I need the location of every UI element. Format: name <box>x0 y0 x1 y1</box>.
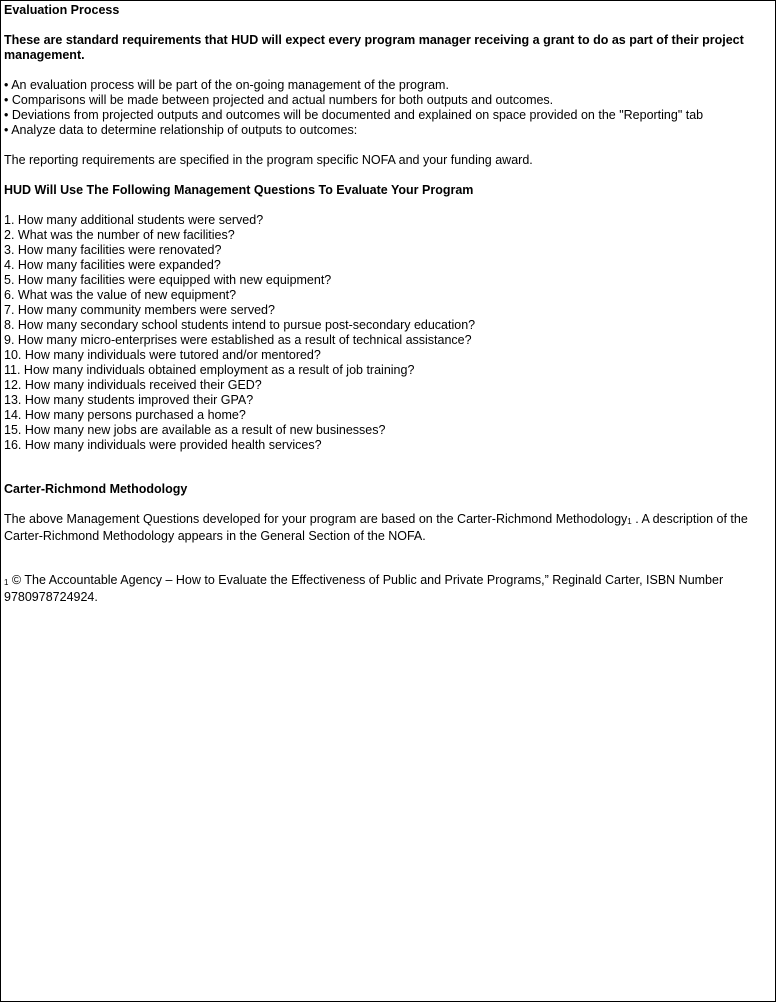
list-item: • Analyze data to determine relationship of outputs to outcomes: <box>4 123 358 137</box>
question-item: 11. How many individuals obtained employment as a result of job training? <box>4 363 415 377</box>
intro-statement: These are standard requirements that HUD will expect every program manager receiving a grant to do as part of their project management. <box>4 33 744 62</box>
footnote-text: © The Accountable Agency – How to Evaluate the Effectiveness of Public and Private Programs,” Reginald Carter, ISBN Number 9780978724924. <box>4 573 724 604</box>
reporting-note: The reporting requirements are specified in the program specific NOFA and your funding award. <box>4 153 533 167</box>
question-item: 15. How many new jobs are available as a result of new businesses? <box>4 423 386 437</box>
question-item: 6. What was the value of new equipment? <box>4 288 237 302</box>
question-item: 8. How many secondary school students intend to pursue post-secondary education? <box>4 318 476 332</box>
bullet-icon: • <box>4 123 9 137</box>
footnote-reference: 1 <box>627 517 632 526</box>
question-item: 13. How many students improved their GPA? <box>4 393 254 407</box>
document-content <box>1 1 775 605</box>
methodology-heading: Carter-Richmond Methodology <box>4 482 188 496</box>
methodology-paragraph: The above Management Questions developed for your program are based on the Carter-Richmond Methodology1 . A description of the Carter-Richmond Methodology appears in the General Section of the NOFA. <box>4 512 748 543</box>
question-item: 10. How many individuals were tutored and/or mentored? <box>4 348 321 362</box>
bullet-icon: • <box>4 108 9 122</box>
bullet-icon: • <box>4 93 9 107</box>
question-item: 7. How many community members were served? <box>4 303 275 317</box>
footnote-number: 1 <box>4 578 9 587</box>
question-item: 14. How many persons purchased a home? <box>4 408 246 422</box>
question-item: 12. How many individuals received their GED? <box>4 378 262 392</box>
page-title: Evaluation Process <box>4 3 120 17</box>
question-item: 16. How many individuals were provided health services? <box>4 438 322 452</box>
list-item: • Comparisons will be made between projected and actual numbers for both outputs and outcomes. <box>4 93 554 107</box>
requirements-list <box>4 78 772 138</box>
footnote <box>4 573 772 605</box>
question-item: 4. How many facilities were expanded? <box>4 258 221 272</box>
question-item: 3. How many facilities were renovated? <box>4 243 222 257</box>
questions-heading: HUD Will Use The Following Management Questions To Evaluate Your Program <box>4 183 474 197</box>
list-item: • An evaluation process will be part of the on-going management of the program. <box>4 78 449 92</box>
question-item: 1. How many additional students were served? <box>4 213 264 227</box>
list-item: • Deviations from projected outputs and outcomes will be documented and explained on space provided on the "Reporting" tab <box>4 108 704 122</box>
question-item: 5. How many facilities were equipped with new equipment? <box>4 273 332 287</box>
question-item: 9. How many micro-enterprises were established as a result of technical assistance? <box>4 333 472 347</box>
bullet-icon: • <box>4 78 9 92</box>
question-item: 2. What was the number of new facilities? <box>4 228 235 242</box>
questions-list <box>4 213 772 453</box>
